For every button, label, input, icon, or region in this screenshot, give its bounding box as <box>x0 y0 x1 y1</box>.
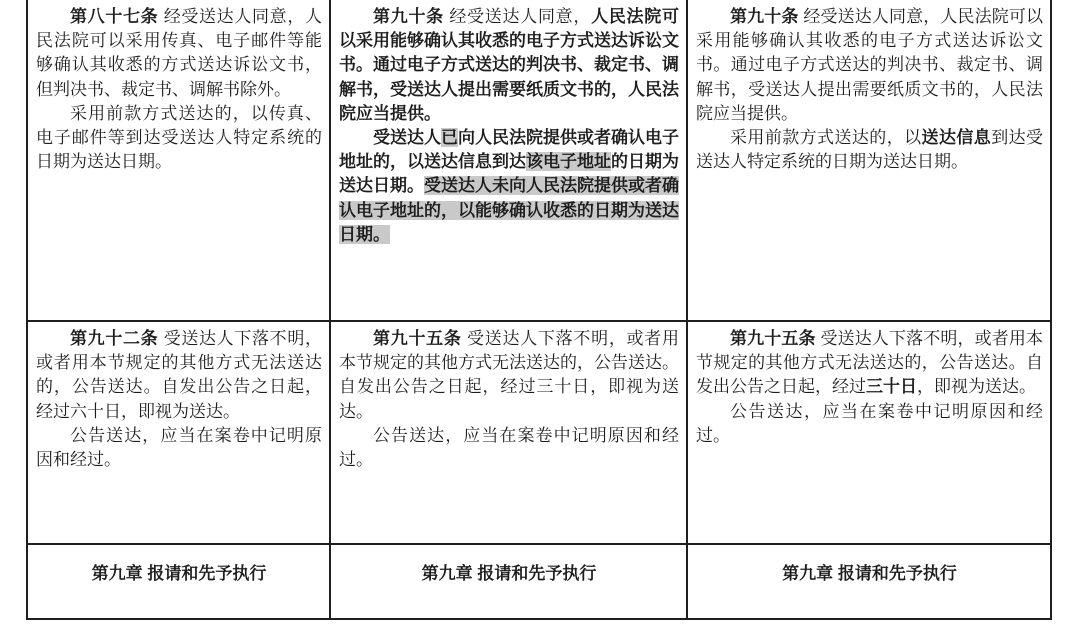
paragraph <box>339 562 679 586</box>
text-run: 受送达人下落不明，或者用本节规定的其他方式无法送达的，公告送达。自发出公告之日起，经过六十日，即视为送达。 <box>36 329 322 421</box>
bold-run: 第九十五条 <box>730 329 816 348</box>
bold-run: 第九十二条 <box>70 329 159 348</box>
paragraph <box>36 562 322 586</box>
cell-article-87-old <box>28 0 331 322</box>
text-run: 到达受送达人特定系统的日期为送达日期。 <box>696 128 1044 172</box>
law-comparison-table <box>26 0 1052 620</box>
text-run: 公告送达，应当在案卷中记明原因和经过。 <box>36 425 322 470</box>
bold-run: 第九章 报请和先予执行 <box>421 564 597 583</box>
cell-article-92-old <box>28 322 331 545</box>
text-run: ，即视为送达。 <box>917 377 1036 397</box>
bold-run: 送达信息 <box>921 128 992 148</box>
bold-run: 第八十七条 <box>70 7 159 26</box>
paragraph <box>36 327 322 424</box>
text-run: 经受送达人同意，人民法院可以采用能够确认其收悉的电子方式送达诉讼文书。通过电子方式送达的判决书、裁定书、调解书，受送达人提出需要纸质文书的，人民法院应当提供。 <box>696 7 1044 123</box>
bold-run: 的日期为送达日期。 <box>339 152 679 196</box>
bold-run: 第九十条 <box>730 7 799 26</box>
paragraph <box>696 126 1043 174</box>
paragraph <box>36 102 322 175</box>
paragraph <box>696 400 1043 448</box>
text-run: 采用前款方式送达的，以传真、电子邮件等到达受送达人特定系统的日期为送达日期。 <box>36 103 322 172</box>
paragraph <box>696 562 1043 586</box>
bold-run: 三十日 <box>866 377 917 397</box>
text-run: 受送达人下落不明，或者用本节规定的其他方式无法送达的，公告送达。自发出公告之日起，经过 <box>696 329 1043 397</box>
text-run: 经受送达人同意， <box>443 7 592 26</box>
text-run: 受送达人下落不明，或者用本节规定的其他方式无法送达的，公告送达。自发出公告之日起，经过三十日，即视为送达。 <box>339 329 679 421</box>
cell-chapter-9-col1 <box>28 545 331 618</box>
paragraph <box>696 327 1043 400</box>
paragraph <box>339 327 679 424</box>
bold-run: 受送达人 <box>373 128 441 148</box>
cell-chapter-9-col3 <box>688 545 1050 618</box>
text-run: 采用前款方式送达的，以 <box>730 128 922 148</box>
highlighted-run: 受送达人未向人民法院提供或者确认电子地址的，以能够确认收悉的日期为送达日期。 <box>339 176 679 244</box>
bold-run: 第九十五条 <box>373 329 462 348</box>
bold-run: 第九章 报请和先予执行 <box>91 564 267 583</box>
paragraph <box>339 424 679 472</box>
paragraph <box>339 126 679 247</box>
cell-chapter-9-col2 <box>331 545 688 618</box>
paragraph <box>36 5 322 102</box>
bold-run: 第九章 报请和先予执行 <box>782 564 957 583</box>
text-run: 经受送达人同意，人民法院可以采用传真、电子邮件等能够确认其收悉的方式送达诉讼文书，但判决书、裁定书、调解书除外。 <box>36 7 322 99</box>
text-run: 公告送达，应当在案卷中记明原因和经过。 <box>339 425 679 470</box>
highlighted-run: 该电子地址 <box>526 152 611 172</box>
text-run: 公告送达，应当在案卷中记明原因和经过。 <box>696 401 1043 445</box>
paragraph <box>36 424 322 472</box>
cell-article-90-clean <box>688 0 1050 322</box>
cell-article-95-clean <box>688 322 1050 545</box>
bold-run: 人民法院可以采用能够确认其收悉的电子方式送达诉讼文书。通过电子方式送达的判决书、裁定书、调解书，受送达人提出需要纸质文书的，人民法院应当提供。 <box>339 7 679 123</box>
highlighted-run: 已 <box>441 128 458 148</box>
bold-run: 第九十条 <box>373 7 444 26</box>
paragraph <box>339 5 679 126</box>
cell-article-95-marked <box>331 322 688 545</box>
bold-run: 向人民法院提供或者确认电子地址的，以送达信息到达 <box>339 128 679 172</box>
cell-article-90-marked <box>331 0 688 322</box>
paragraph <box>696 5 1043 126</box>
